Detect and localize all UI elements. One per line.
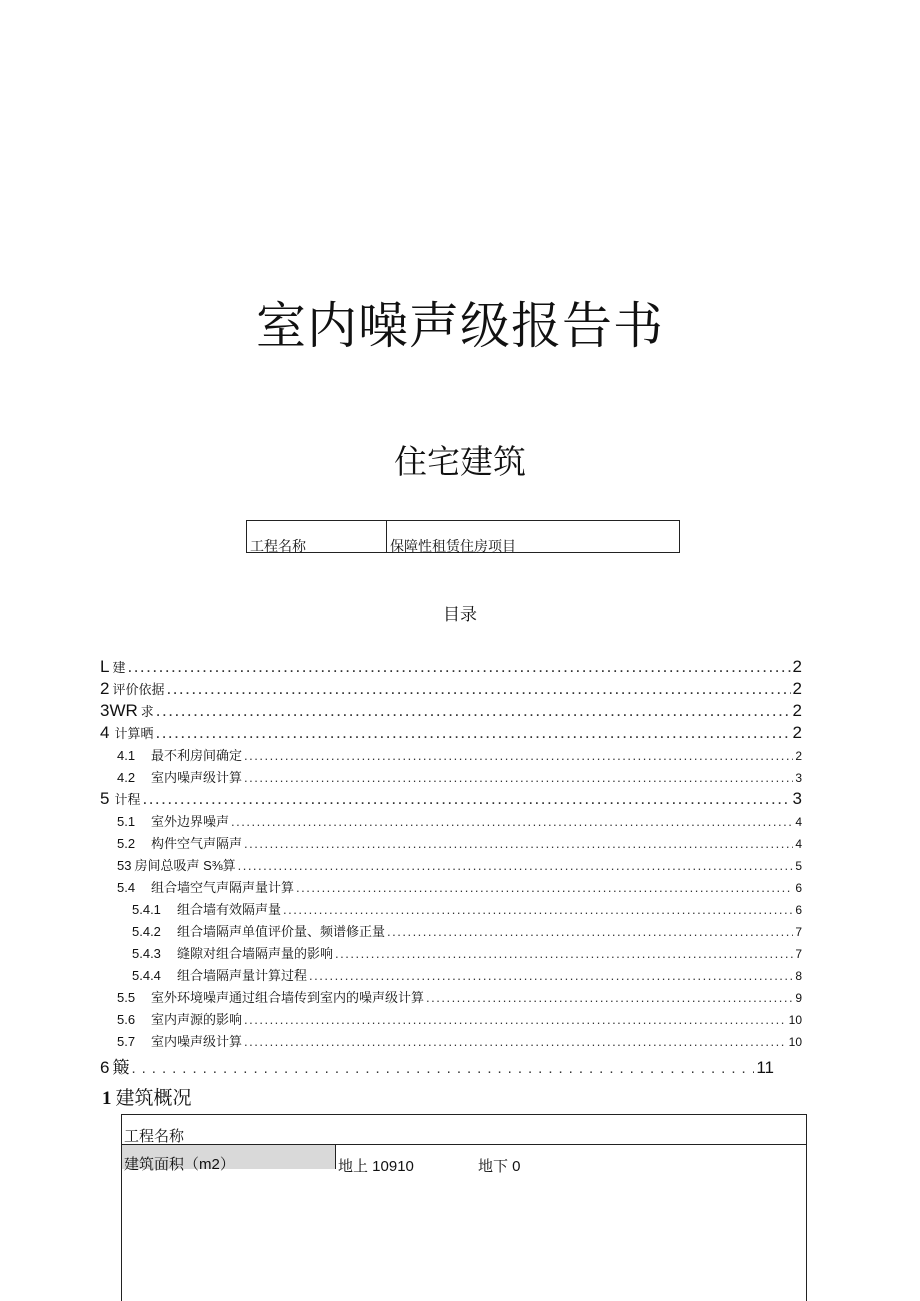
toc-entry-text: 建 bbox=[112, 660, 126, 675]
toc-leader bbox=[156, 701, 791, 721]
project-info-table bbox=[246, 520, 680, 553]
toc-leader bbox=[166, 679, 790, 699]
toc-entry[interactable] bbox=[100, 789, 802, 811]
table-row bbox=[122, 1115, 806, 1145]
toc-entry[interactable] bbox=[100, 657, 802, 679]
toc-leader bbox=[244, 1012, 787, 1027]
toc-entry-number: 5.1 bbox=[117, 814, 136, 829]
toc-entry-text: 室外边界噪声 bbox=[151, 814, 230, 829]
toc-entry-page: 7 bbox=[795, 947, 802, 961]
toc-heading: 目录 bbox=[443, 605, 477, 624]
toc-entry-text: 最不利房间确定 bbox=[151, 748, 243, 763]
toc-entry-text: 计算晒 bbox=[114, 726, 154, 741]
toc-entry[interactable] bbox=[100, 811, 802, 833]
toc-entry-number: 5.6 bbox=[117, 1012, 136, 1027]
toc-entry-number: 5.2 bbox=[117, 836, 136, 851]
building-area-label: 建筑面积（m2） bbox=[122, 1145, 336, 1169]
toc-entry-number: 5.4.3 bbox=[132, 946, 161, 961]
section-number: 1 bbox=[102, 1088, 112, 1109]
toc-entry[interactable] bbox=[100, 679, 802, 701]
toc-entry-number: 5.5 bbox=[117, 990, 136, 1005]
toc-entry[interactable] bbox=[100, 1053, 774, 1079]
toc-entry-text: 计程 bbox=[114, 792, 141, 807]
toc-entry-number: 5.4.4 bbox=[132, 968, 161, 983]
toc-leader bbox=[283, 902, 793, 917]
toc-entry[interactable] bbox=[100, 855, 802, 877]
toc-leader bbox=[244, 770, 793, 785]
building-area-values bbox=[336, 1145, 521, 1301]
toc-leader bbox=[309, 968, 793, 983]
toc-entry[interactable] bbox=[100, 767, 802, 789]
toc-entry-page: 2 bbox=[792, 657, 802, 676]
toc-entry-number: 4.1 bbox=[117, 748, 136, 763]
toc-entry[interactable] bbox=[100, 943, 802, 965]
building-overview-table bbox=[121, 1114, 807, 1301]
toc-entry-page: 5 bbox=[795, 859, 802, 873]
toc-entry[interactable] bbox=[100, 965, 802, 987]
toc-entry[interactable] bbox=[100, 701, 802, 723]
toc-entry-text: 室外环境噪声通过组合墙传到室内的噪声级计算 bbox=[151, 990, 425, 1005]
toc-entry-text: 组合墙空气声隔声量计算 bbox=[151, 880, 295, 895]
toc-entry-number: 4 bbox=[100, 723, 110, 742]
toc-entry-page: 3 bbox=[792, 789, 802, 808]
toc-leader bbox=[244, 748, 793, 763]
toc-entry-page: 8 bbox=[795, 969, 802, 983]
toc-entry-text: 组合墙有效隔声量 bbox=[177, 902, 282, 917]
toc-leader bbox=[238, 858, 794, 873]
toc-entry-number: 3WR bbox=[100, 701, 138, 720]
toc-entry-page: 3 bbox=[795, 771, 802, 785]
toc-entry-text: 房间总吸声 S⅜算 bbox=[134, 858, 236, 873]
toc-entry[interactable] bbox=[100, 745, 802, 767]
toc-entry-page: 11 bbox=[756, 1058, 774, 1077]
toc-entry-page: 2 bbox=[792, 679, 802, 698]
section-heading bbox=[102, 1083, 192, 1110]
toc-entry-number: 5.7 bbox=[117, 1034, 136, 1049]
toc-entry-text: 室内噪声级计算 bbox=[151, 770, 243, 785]
toc-leader bbox=[387, 924, 793, 939]
toc-leader bbox=[127, 657, 790, 677]
toc-leader bbox=[296, 880, 793, 895]
toc-entry-number: 5.4 bbox=[117, 880, 136, 895]
toc-leader bbox=[244, 836, 793, 851]
toc-entry-number: 5 bbox=[100, 789, 110, 808]
toc-entry-number: 2 bbox=[100, 679, 110, 698]
toc-entry-text: 簸 bbox=[112, 1058, 130, 1077]
toc-entry-text: 组合墙隔声量计算过程 bbox=[177, 968, 308, 983]
toc-leader bbox=[244, 1034, 787, 1049]
project-name-label: 工程名称 bbox=[247, 521, 387, 552]
table-row bbox=[122, 1145, 806, 1301]
toc-leader bbox=[335, 946, 793, 961]
toc-entry-page: 4 bbox=[795, 837, 802, 851]
toc-entry-page: 9 bbox=[795, 991, 802, 1005]
toc-entry-page: 4 bbox=[795, 815, 802, 829]
toc-entry-page: 6 bbox=[795, 881, 802, 895]
toc-entry[interactable] bbox=[100, 987, 802, 1009]
toc-entry-page: 7 bbox=[795, 925, 802, 939]
toc-entry-number: L bbox=[100, 657, 110, 676]
toc-entry-text: 室内噪声级计算 bbox=[151, 1034, 243, 1049]
project-name-label: 工程名称 bbox=[124, 1128, 185, 1145]
toc-entry-text: 室内声源的影响 bbox=[151, 1012, 243, 1027]
toc-leader bbox=[231, 814, 793, 829]
toc-entry-number: 5.4.1 bbox=[132, 902, 161, 917]
toc-entry-number: 4.2 bbox=[117, 770, 136, 785]
table-of-contents bbox=[100, 657, 802, 1079]
toc-entry-page: 10 bbox=[788, 1013, 802, 1027]
section-title: 建筑概况 bbox=[115, 1088, 192, 1109]
below-ground-area: 地下 0 bbox=[478, 1158, 521, 1175]
toc-entry-page: 6 bbox=[795, 903, 802, 917]
toc-leader bbox=[142, 789, 790, 809]
toc-entry[interactable] bbox=[100, 1009, 802, 1031]
toc-entry-page: 10 bbox=[788, 1035, 802, 1049]
toc-leader bbox=[426, 990, 793, 1005]
toc-entry-page: 2 bbox=[792, 723, 802, 742]
toc-entry[interactable] bbox=[100, 921, 802, 943]
toc-leader bbox=[155, 723, 790, 743]
toc-entry-number: 53 bbox=[117, 858, 132, 873]
toc-entry[interactable] bbox=[100, 1031, 802, 1053]
toc-entry-text: 构件空气声隔声 bbox=[151, 836, 243, 851]
toc-entry[interactable] bbox=[100, 833, 802, 855]
toc-entry-page: 2 bbox=[792, 701, 802, 720]
toc-entry-text: 求 bbox=[140, 704, 154, 719]
above-ground-area: 地上 10910 bbox=[338, 1158, 414, 1175]
toc-entry[interactable] bbox=[100, 723, 802, 745]
toc-entry-text: 组合墙隔声单值评价量、频谱修正量 bbox=[177, 924, 386, 939]
toc-entry[interactable] bbox=[100, 877, 802, 899]
toc-entry-page: 2 bbox=[795, 749, 802, 763]
toc-entry-text: 缝隙对组合墙隔声量的影响 bbox=[177, 946, 334, 961]
report-title: 室内噪声级报告书 bbox=[256, 298, 664, 354]
toc-entry[interactable] bbox=[100, 899, 802, 921]
toc-entry-text: 评价依据 bbox=[112, 682, 165, 697]
toc-entry-number: 6 bbox=[100, 1058, 110, 1077]
toc-entry-number: 5.4.2 bbox=[132, 924, 161, 939]
project-name-value: 保障性租赁住房项目 bbox=[390, 538, 516, 554]
toc-leader bbox=[131, 1060, 754, 1077]
report-subtitle: 住宅建筑 bbox=[394, 443, 526, 480]
